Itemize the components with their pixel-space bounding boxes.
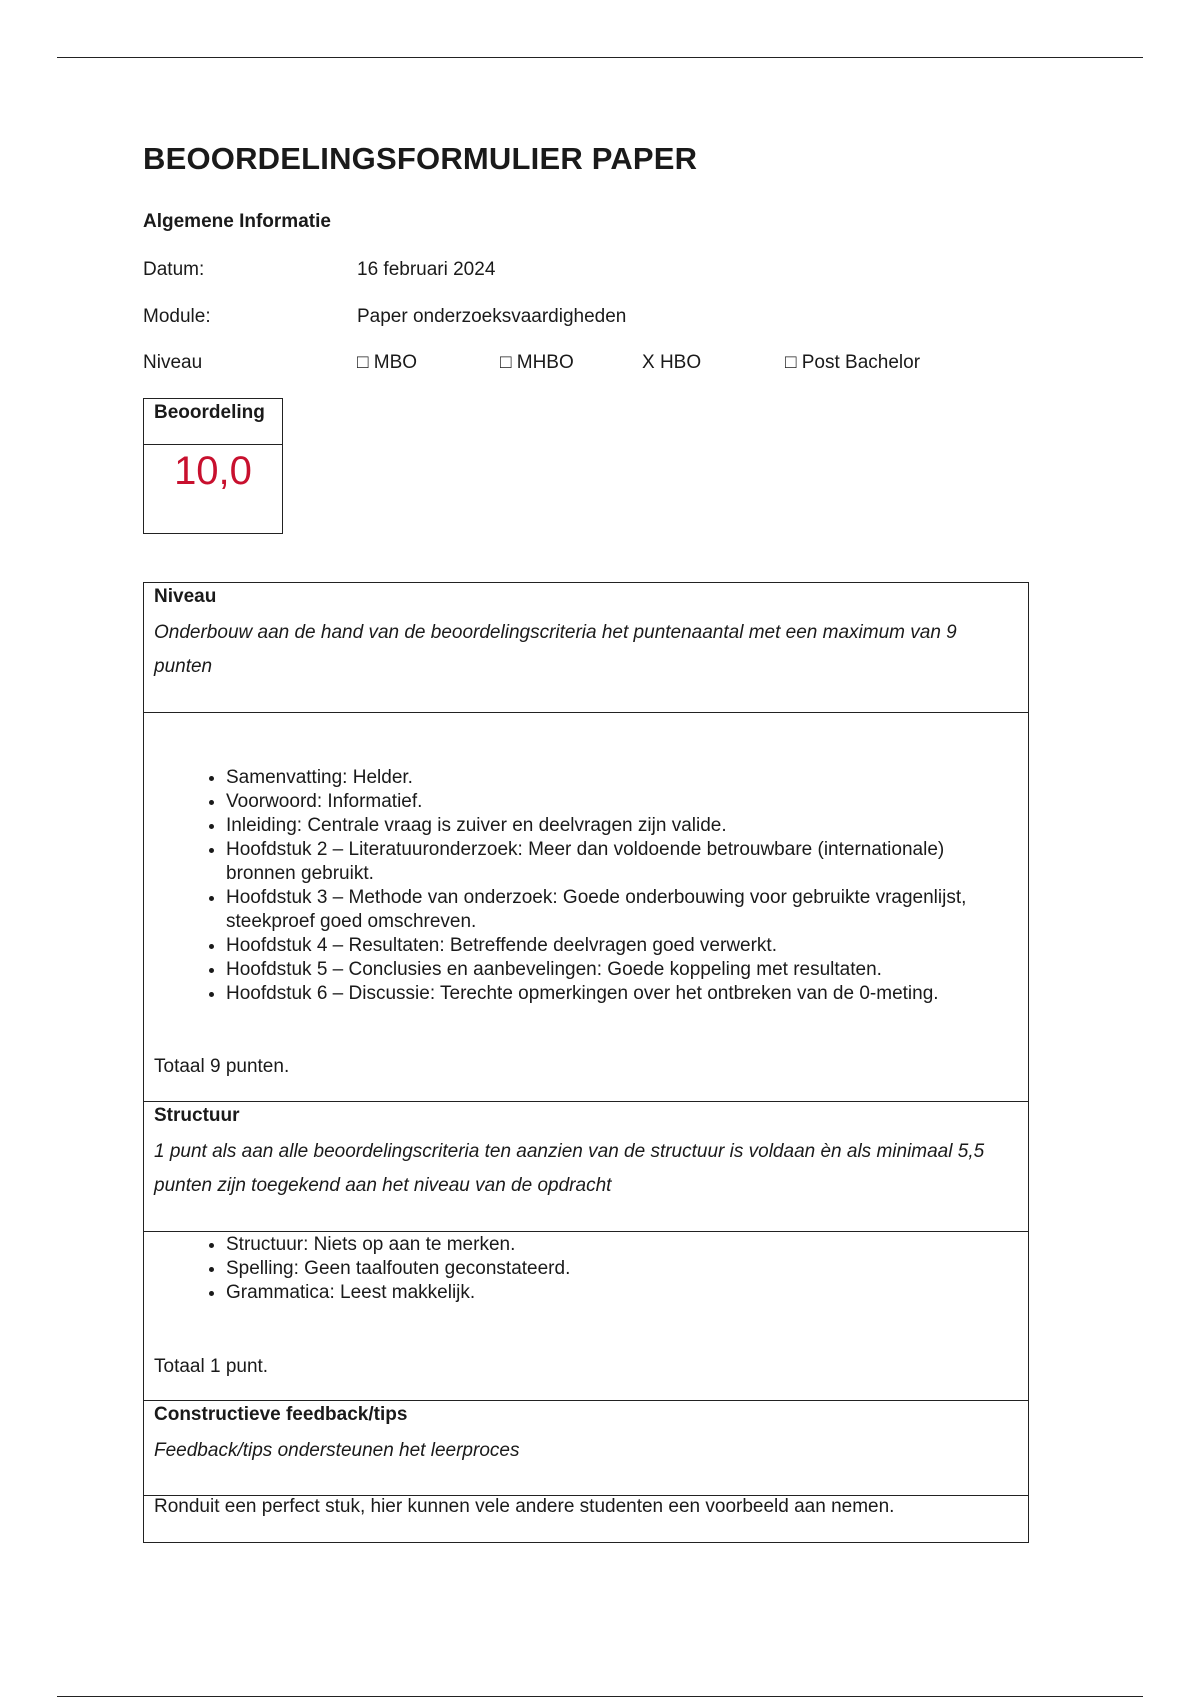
structuur-criteria-list xyxy=(154,1233,1018,1305)
general-info-heading: Algemene Informatie xyxy=(143,211,331,232)
level-option-mhbo: □ MHBO xyxy=(500,352,574,373)
rubric-table xyxy=(143,582,1029,1543)
feedback-title: Constructieve feedback/tips xyxy=(154,1404,408,1425)
list-item: • Spelling: Geen taalfouten geconstateerd. xyxy=(226,1257,1018,1281)
grade-box xyxy=(143,398,283,534)
date-value: 16 februari 2024 xyxy=(357,259,496,280)
module-label: Module: xyxy=(143,306,211,327)
feedback-text: Ronduit een perfect stuk, hier kunnen vele andere studenten een voorbeeld aan nemen. xyxy=(154,1496,895,1517)
level-option-mbo: □ MBO xyxy=(357,352,418,373)
feedback-content-cell xyxy=(144,1496,1028,1542)
list-item: • Hoofdstuk 6 – Discussie: Terechte opmerkingen over het ontbreken van de 0-meting. xyxy=(226,982,1018,1006)
level-option-post-bachelor: □ Post Bachelor xyxy=(785,352,921,373)
feedback-description: Feedback/tips ondersteunen het leerproces xyxy=(154,1440,520,1461)
footer-rule xyxy=(57,1696,1143,1697)
structuur-total: Totaal 1 punt. xyxy=(154,1356,269,1377)
structuur-header-cell xyxy=(144,1102,1028,1232)
structuur-title: Structuur xyxy=(154,1105,240,1126)
niveau-total: Totaal 9 punten. xyxy=(154,1056,290,1077)
grade-label: Beoordeling xyxy=(144,399,282,445)
list-item: • Hoofdstuk 3 – Methode van onderzoek: Goede onderbouwing voor gebruikte vragenlijst, steekproef goed omschreven. xyxy=(226,886,1018,934)
page-title: BEOORDELINGSFORMULIER PAPER xyxy=(143,141,698,176)
grade-score: 10,0 xyxy=(174,449,252,493)
header-rule xyxy=(57,57,1143,58)
niveau-content-cell xyxy=(144,713,1028,1102)
list-item: • Structuur: Niets op aan te merken. xyxy=(226,1233,1018,1257)
module-value: Paper onderzoeksvaardigheden xyxy=(357,306,627,327)
niveau-header-cell xyxy=(144,583,1028,713)
list-item: • Hoofdstuk 2 – Literatuuronderzoek: Meer dan voldoende betrouwbare (internationale) bronnen gebruikt. xyxy=(226,838,1018,886)
list-item: • Grammatica: Leest makkelijk. xyxy=(226,1281,1018,1305)
niveau-title: Niveau xyxy=(154,586,217,607)
structuur-content-cell xyxy=(144,1232,1028,1401)
list-item: • Hoofdstuk 4 – Resultaten: Betreffende deelvragen goed verwerkt. xyxy=(226,934,1018,958)
niveau-description: Onderbouw aan de hand van de beoordelingscriteria het puntenaantal met een maximum van 9 punten xyxy=(154,622,957,677)
niveau-criteria-list xyxy=(154,766,1018,1006)
date-label: Datum: xyxy=(143,259,205,280)
structuur-description: 1 punt als aan alle beoordelingscriteria ten aanzien van de structuur is voldaan èn als minimaal 5,5 punten zijn toegekend aan het niveau van de opdracht xyxy=(154,1141,985,1196)
list-item: • Voorwoord: Informatief. xyxy=(226,790,1018,814)
list-item: • Samenvatting: Helder. xyxy=(226,766,1018,790)
list-item: • Inleiding: Centrale vraag is zuiver en deelvragen zijn valide. xyxy=(226,814,1018,838)
level-option-hbo: X HBO xyxy=(642,352,702,373)
level-label: Niveau xyxy=(143,352,203,373)
level-row xyxy=(143,352,1043,376)
list-item: • Hoofdstuk 5 – Conclusies en aanbevelingen: Goede koppeling met resultaten. xyxy=(226,958,1018,982)
feedback-header-cell xyxy=(144,1401,1028,1496)
